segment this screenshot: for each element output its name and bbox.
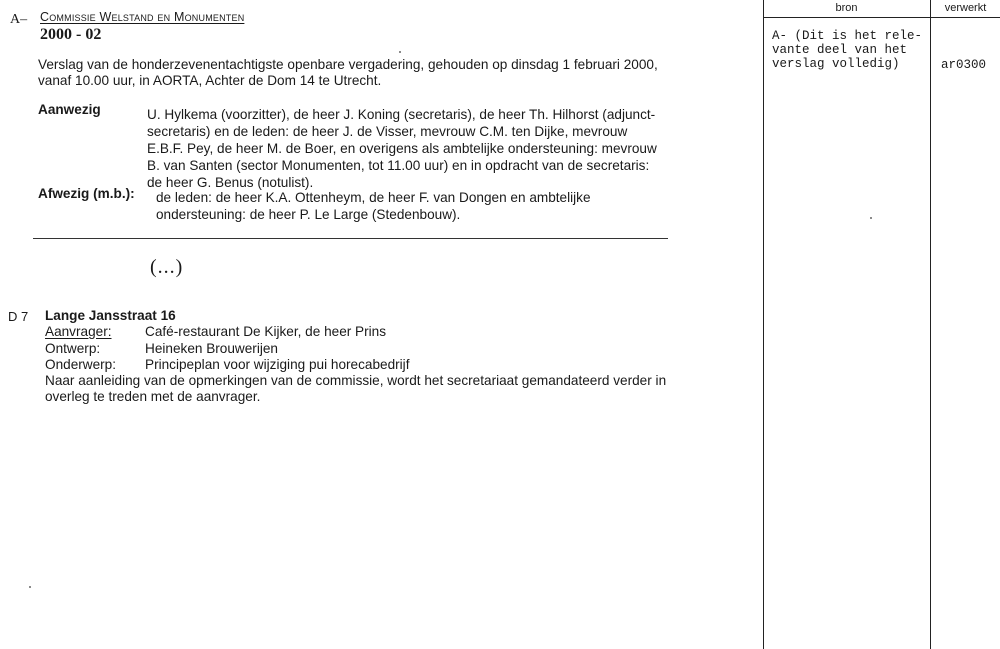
table-header-rule xyxy=(763,17,1000,18)
omission-marker: (...) xyxy=(150,256,184,278)
applicant-label: Aanvrager: xyxy=(45,324,112,339)
document-marker: A– xyxy=(10,12,28,27)
subject-label: Onderwerp: xyxy=(45,357,117,372)
item-title: Lange Jansstraat 16 xyxy=(45,308,176,323)
decision-text: Naar aanleiding van de opmerkingen van de commissie, wordt het secretariaat gemandateerd verder in overleg te treden met de aanvrager. xyxy=(45,373,667,404)
committee-title: Commissie Welstand en Monumenten xyxy=(40,10,245,24)
design-label: Ontwerp: xyxy=(45,341,101,356)
section-divider xyxy=(33,238,668,239)
source-note: A- (Dit is het rele- vante deel van het verslag volledig) xyxy=(772,29,923,71)
table-border-middle xyxy=(930,0,931,649)
scan-speck xyxy=(399,51,401,53)
processed-column-header: verwerkt xyxy=(944,2,987,14)
subject-value: Principeplan voor wijziging pui horecabedrijf xyxy=(145,357,410,372)
present-text: U. Hylkema (voorzitter), de heer J. Koning (secretaris), de heer Th. Hilhorst (adjunct-secretaris) en de leden: de heer J. de Visser, mevrouw C.M. ten Dijke, mevrouw E.B.F. Pey, de heer M. de Boer, en overigens als ambtelijke ondersteuning: mevrouw B. van Santen (sector Monumenten, tot 11.00 uur) en in opdracht van de secretaris: de heer G. Benus (notulist). xyxy=(147,107,657,190)
intro-paragraph: Verslag van de honderzevenentachtigste openbare vergadering, gehouden op dinsdag 1 februari 2000, vanaf 10.00 uur, in AORTA, Achter de Dom 14 te Utrecht. xyxy=(38,57,658,88)
scan-speck xyxy=(29,586,31,588)
table-border-left xyxy=(763,0,764,649)
processed-code: ar0300 xyxy=(941,58,987,72)
absent-text: de leden: de heer K.A. Ottenheym, de heer F. van Dongen en ambtelijke ondersteuning: de heer P. Le Large (Stedenbouw). xyxy=(156,190,591,222)
absent-label: Afwezig (m.b.): xyxy=(38,186,135,201)
source-column-header: bron xyxy=(835,2,858,14)
source-table xyxy=(763,0,1000,649)
present-label: Aanwezig xyxy=(38,102,101,117)
item-code: D 7 xyxy=(8,309,29,324)
scan-speck xyxy=(870,217,872,219)
design-value: Heineken Brouwerijen xyxy=(145,341,278,356)
applicant-value: Café-restaurant De Kijker, de heer Prins xyxy=(145,324,387,339)
meeting-code: 2000 - 02 xyxy=(40,26,102,43)
